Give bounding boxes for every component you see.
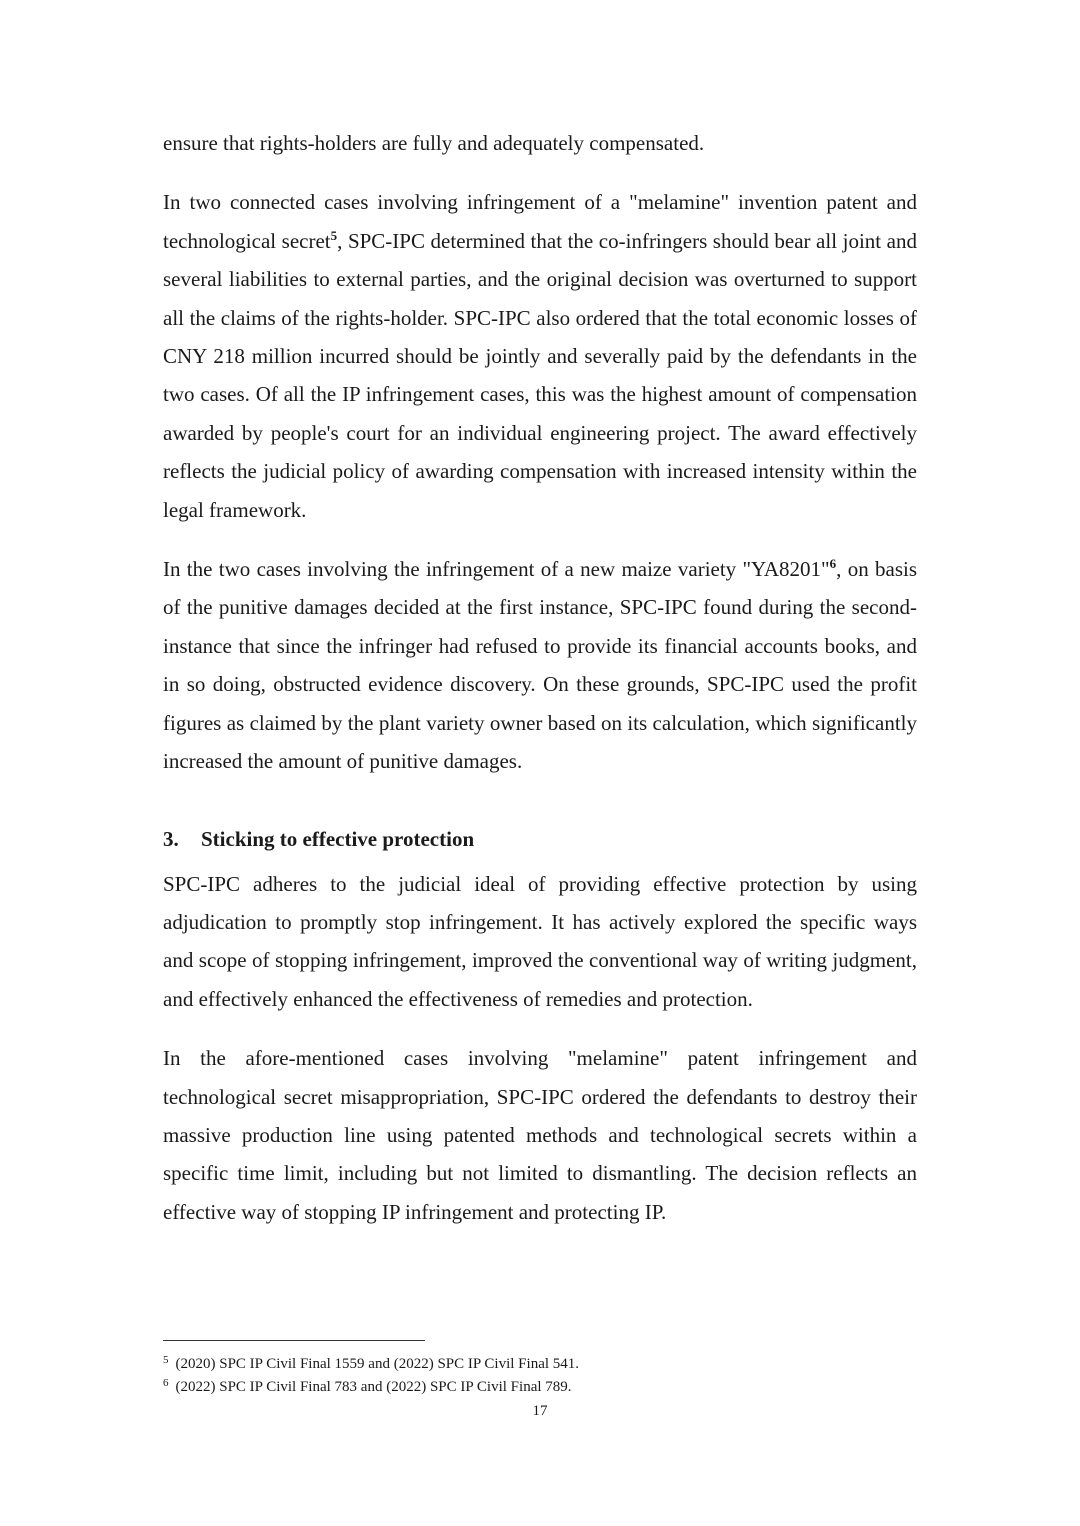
footnote-mark: 5 (163, 1354, 169, 1366)
footnote-reference-6[interactable]: 6 (829, 556, 837, 572)
section-number: 3. (163, 826, 179, 851)
paragraph-text: , SPC-IPC determined that the co-infringers should bear all joint and several liabilities to external parties, and the original decision was overturned to support all the claims of the rights-holder. SPC-IPC also ordered that the total economic losses of CNY 218 million incurred should be jointly and severally paid by the defendants in the two cases. Of all the IP infringement cases, this was the highest amount of compensation awarded by people's court for an individual engineering project. The award effectively reflects the judicial policy of awarding compensation with increased intensity within the legal framework. (163, 228, 917, 522)
footnote-reference-5[interactable]: 5 (330, 227, 338, 243)
footnote-separator (163, 1340, 425, 1341)
paragraph-melamine-compensation (163, 183, 917, 529)
footnotes (163, 1353, 917, 1399)
paragraph-text: In two connected cases involving infringement of a "melamine" invention patent and technological secret (163, 190, 917, 253)
footnote-5 (163, 1353, 917, 1376)
footnote-6 (163, 1376, 917, 1399)
page-number: 17 (532, 1403, 548, 1419)
body-text (163, 124, 917, 1252)
paragraph-text: , on basis of the punitive damages decided at the first instance, SPC-IPC found during the second-instance that since the infringer had refused to provide its financial accounts books, and in so doing, obstructed evidence discovery. On these grounds, SPC-IPC used the profit figures as claimed by the plant variety owner based on its calculation, which significantly increased the amount of punitive damages. (163, 557, 918, 774)
footnote-mark: 6 (163, 1377, 169, 1389)
footnote-text: (2022) SPC IP Civil Final 783 and (2022) SPC IP Civil Final 789. (175, 1379, 572, 1395)
paragraph-continuation (163, 124, 917, 162)
paragraph-effective-protection (163, 865, 917, 1019)
paragraph-text: ensure that rights-holders are fully and adequately compensated. (163, 131, 705, 155)
footnote-text: (2020) SPC IP Civil Final 1559 and (2022) SPC IP Civil Final 541. (175, 1356, 580, 1372)
paragraph-text: In the two cases involving the infringement of a new maize variety "YA8201" (163, 557, 830, 582)
paragraph-production-line (163, 1039, 917, 1231)
paragraph-text: SPC-IPC adheres to the judicial ideal of providing effective protection by using adjudication to promptly stop infringement. It has actively explored the specific ways and scope of stopping infringement, improved the conventional way of writing judgment, and effectively enhanced the effectiveness of remedies and protection. (163, 871, 917, 1011)
section-title: Sticking to effective protection (201, 826, 475, 851)
section-heading (163, 822, 917, 856)
paragraph-text: In the afore-mentioned cases involving "melamine" patent infringement and technological secret misappropriation, SPC-IPC ordered the defendants to destroy their massive production line using patented methods and technological secrets within a specific time limit, including but not limited to dismantling. The decision reflects an effective way of stopping IP infringement and protecting IP. (163, 1046, 917, 1224)
paragraph-maize-variety (163, 550, 917, 780)
